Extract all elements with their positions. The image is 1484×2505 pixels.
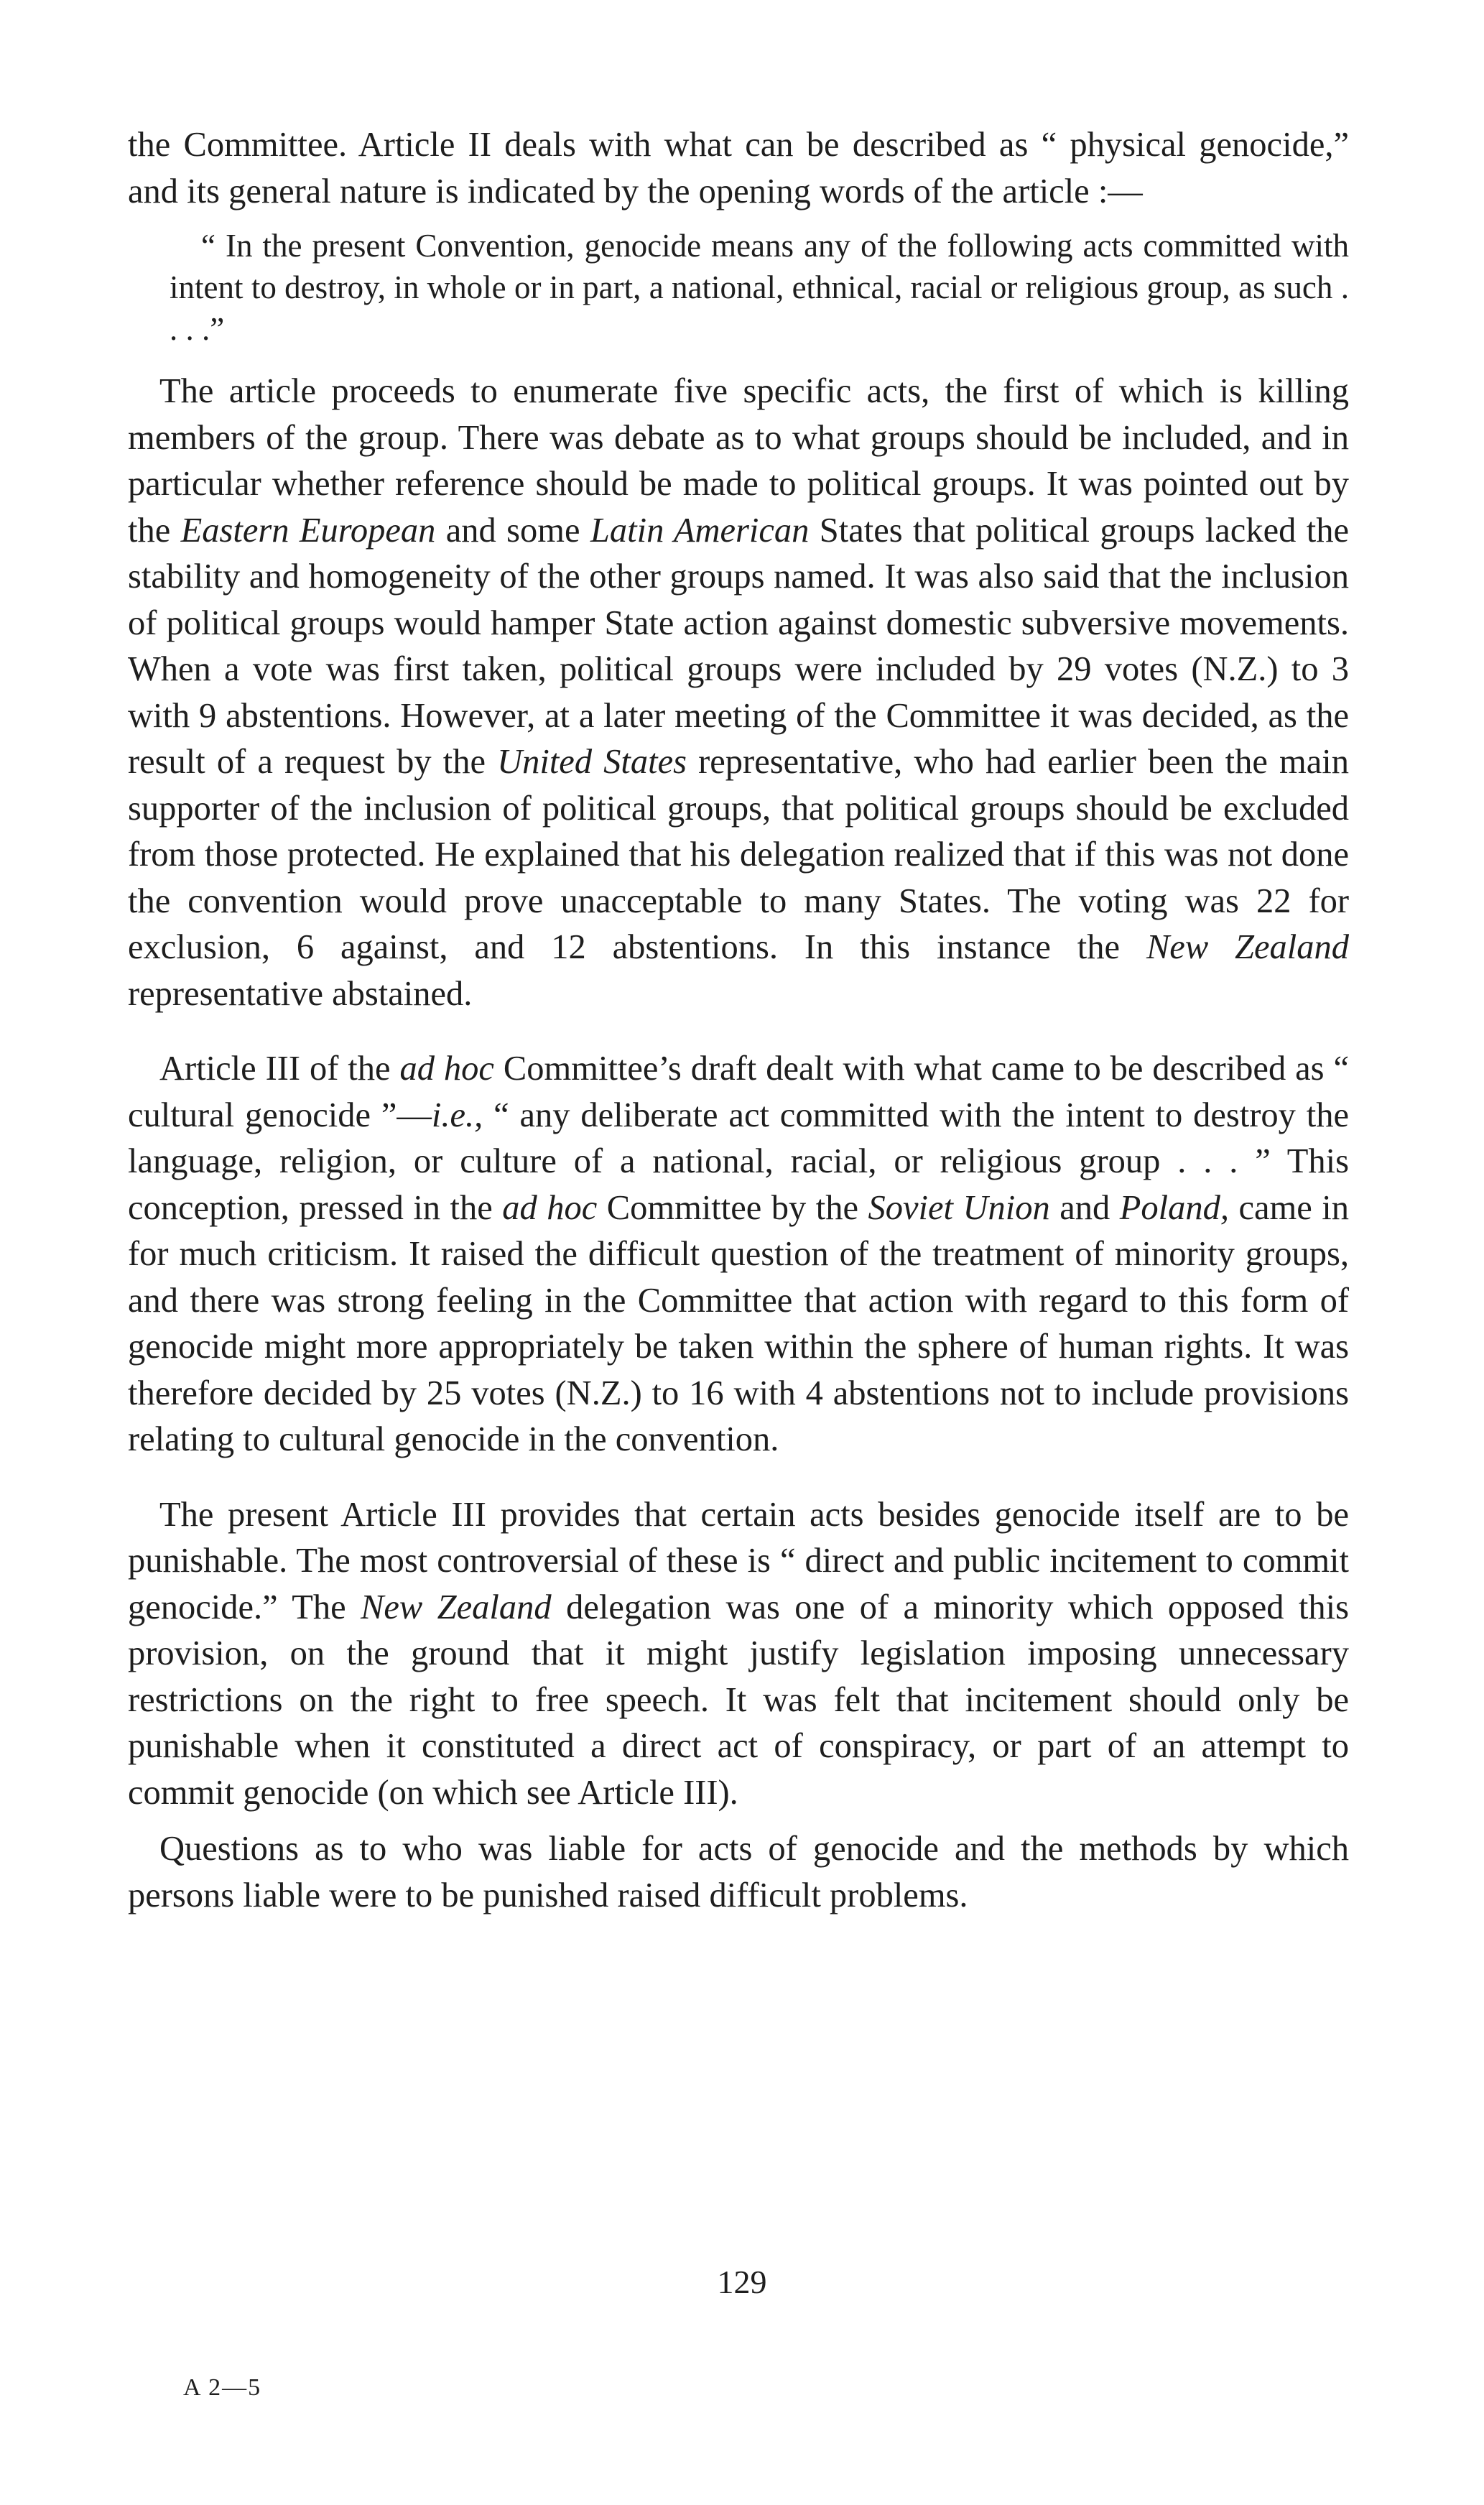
page-body (128, 122, 1349, 1919)
signature-mark: A 2—5 (183, 2374, 262, 2401)
paragraph-1-text: the Committee. Article II deals with what can be described as “ physical genocide,” and its general nature is indicated by the opening words of the article :— (128, 126, 1349, 210)
italic-soviet-union: Soviet Union (868, 1188, 1050, 1227)
paragraph-3: Article III of the ad hoc Committee’s draft dealt with what came to be described as “ cultural genocide ”—i.e., “ any deliberate act committed with the intent to destroy the language, religion, or culture of a national, racial, or religious group . . . ” This conception, pressed in the ad hoc Committee by the Soviet Union and Poland, came in for much criticism. It raised the difficult question of the treatment of minority groups, and there was strong feeling in the Committee that action with regard to this form of genocide might more appropriately be taken within the sphere of human rights. It was therefore decided by 25 votes (N.Z.) to 16 with 4 abstentions not to include provisions relating to cultural genocide in the convention. (128, 1050, 1349, 1458)
italic-ie: i.e., (431, 1096, 483, 1134)
italic-poland: Poland, (1119, 1188, 1229, 1227)
italic-ad-hoc: ad hoc (399, 1050, 494, 1088)
italic-new-zealand: New Zealand (1146, 928, 1350, 966)
italic-latin-american: Latin American (590, 511, 810, 550)
paragraph-2: The article proceeds to enumerate five specific acts, the first of which is killing members of the group. There was debate as to what groups should be included, and in particular whether reference should be made to political groups. It was pointed out by the Eastern European and some Latin American States that political groups lacked the stability and homogeneity of the other groups named. It was also said that the inclusion of political groups would hamper State action against domestic subversive movements. When a vote was first taken, political groups were included by 29 votes (N.Z.) to 3 with 9 abstentions. However, at a later meeting of the Committee it was decided, as the result of a request by the United States representative, who had earlier been the main supporter of the inclusion of political groups, that political groups should be excluded from those protected. He explained that his delegation realized that if this was not done the convention would prove unacceptable to many States. The voting was 22 for exclusion, 6 against, and 12 abstentions. In this instance the New Zealand representative abstained. (128, 372, 1350, 1013)
block-quote-text: “ In the present Convention, genocide means any of the following acts committed with intent to destroy, in whole or in part, a national, ethnical, racial or religious group, as such . . . .” (170, 228, 1349, 347)
page-number: 129 (717, 2264, 767, 2300)
italic-new-zealand-2: New Zealand (361, 1588, 552, 1626)
paragraph-4: The present Article III provides that certain acts besides genocide itself are to be punishable. The most controversial of these is “ direct and public incitement to commit genocide.” The New Zealand delegation was one of a minority which opposed this provision, on the ground that it might justify legislation imposing unnecessary restrictions on the right to free speech. It was felt that incitement should only be punishable when it constituted a direct act of conspiracy, or part of an attempt to commit genocide (on which see Article III). (128, 1495, 1349, 1812)
italic-united-states: United States (497, 743, 687, 781)
block-quote (170, 225, 1349, 350)
paragraph-5: Questions as to who was liable for acts of genocide and the methods by which persons liable were to be punished raised difficult problems. (128, 1830, 1349, 1914)
italic-ad-hoc-2: ad hoc (502, 1188, 598, 1227)
paragraph-1 (128, 122, 1349, 215)
italic-eastern-european: Eastern European (180, 511, 436, 550)
